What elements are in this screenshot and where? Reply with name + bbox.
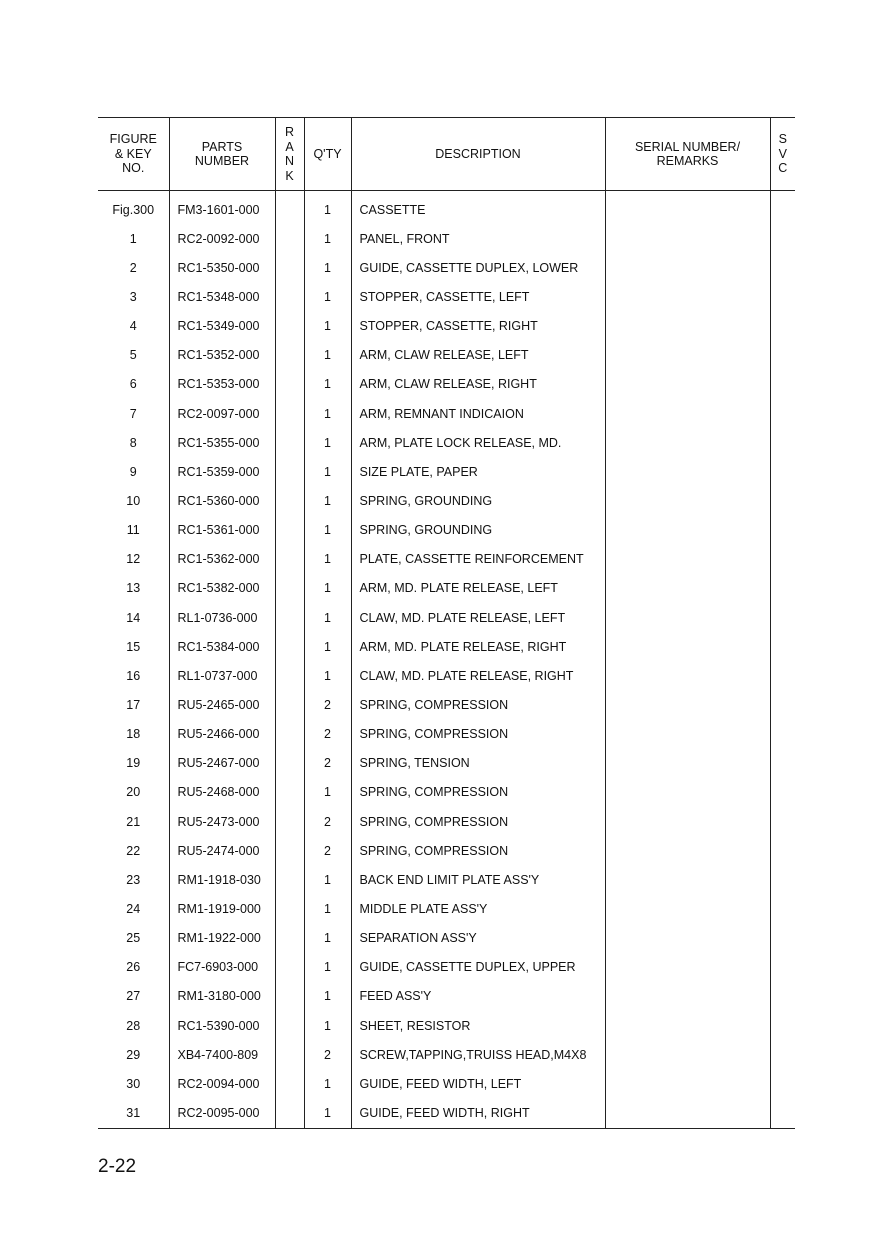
description-cell: SHEET, RESISTOR bbox=[351, 1011, 605, 1040]
figure-key-cell: 18 bbox=[126, 727, 141, 742]
svc-cell bbox=[770, 457, 795, 486]
remarks-cell bbox=[605, 1040, 770, 1069]
svc-cell bbox=[770, 1069, 795, 1098]
quantity-cell: 1 bbox=[304, 924, 351, 953]
table-row bbox=[98, 953, 795, 982]
remarks-cell bbox=[605, 399, 770, 428]
svc-cell bbox=[770, 195, 795, 224]
remarks-cell bbox=[605, 1069, 770, 1098]
description-cell: GUIDE, CASSETTE DUPLEX, LOWER bbox=[351, 253, 605, 282]
rank-cell bbox=[275, 924, 304, 953]
figure-key-cell: 2 bbox=[129, 260, 137, 275]
rank-cell bbox=[275, 1069, 304, 1098]
quantity-cell: 1 bbox=[304, 661, 351, 690]
svc-cell bbox=[770, 720, 795, 749]
rank-cell bbox=[275, 661, 304, 690]
table-row bbox=[98, 836, 795, 865]
quantity-cell: 1 bbox=[304, 399, 351, 428]
rank-cell bbox=[275, 632, 304, 661]
header-figure-key bbox=[98, 118, 169, 191]
table-row bbox=[98, 1098, 795, 1128]
remarks-cell bbox=[605, 312, 770, 341]
description-cell: GUIDE, CASSETTE DUPLEX, UPPER bbox=[351, 953, 605, 982]
figure-key-cell: 14 bbox=[126, 610, 141, 625]
figure-key-cell: 31 bbox=[98, 1098, 169, 1128]
rank-cell bbox=[275, 836, 304, 865]
remarks-cell bbox=[605, 603, 770, 632]
description-cell: CLAW, MD. PLATE RELEASE, LEFT bbox=[351, 603, 605, 632]
part-number-cell: RL1-0736-000 bbox=[169, 603, 275, 632]
rank-cell bbox=[275, 690, 304, 719]
part-number-cell: RC1-5360-000 bbox=[169, 486, 275, 515]
table-row bbox=[98, 924, 795, 953]
svc-cell bbox=[770, 865, 795, 894]
part-number-cell: RC2-0094-000 bbox=[169, 1069, 275, 1098]
rank-cell bbox=[275, 282, 304, 311]
description-cell: SPRING, GROUNDING bbox=[351, 486, 605, 515]
rank-cell bbox=[275, 195, 304, 224]
description-cell: ARM, MD. PLATE RELEASE, LEFT bbox=[351, 574, 605, 603]
part-number-cell: RC2-0095-000 bbox=[169, 1098, 275, 1128]
description-cell: ARM, MD. PLATE RELEASE, RIGHT bbox=[351, 632, 605, 661]
remarks-cell bbox=[605, 457, 770, 486]
description-cell: PANEL, FRONT bbox=[351, 224, 605, 253]
description-cell: GUIDE, FEED WIDTH, RIGHT bbox=[351, 1098, 605, 1128]
header-svc-letter: V bbox=[778, 146, 787, 161]
rank-cell bbox=[275, 312, 304, 341]
part-number-cell: RU5-2465-000 bbox=[169, 690, 275, 719]
remarks-cell bbox=[605, 224, 770, 253]
parts-list-body bbox=[98, 191, 795, 1129]
svc-cell bbox=[770, 224, 795, 253]
svc-cell bbox=[770, 1098, 795, 1128]
remarks-cell bbox=[605, 574, 770, 603]
part-number-cell: RM1-1922-000 bbox=[169, 924, 275, 953]
table-row bbox=[98, 428, 795, 457]
figure-key-cell: 11 bbox=[126, 523, 140, 538]
remarks-cell bbox=[605, 661, 770, 690]
table-row bbox=[98, 1040, 795, 1069]
figure-key-cell: 19 bbox=[126, 756, 141, 771]
svc-cell bbox=[770, 312, 795, 341]
description-cell: FEED ASS'Y bbox=[351, 982, 605, 1011]
remarks-cell bbox=[605, 807, 770, 836]
remarks-cell bbox=[605, 982, 770, 1011]
header-figure-key-line: & KEY bbox=[114, 146, 152, 161]
page-number: 2-22 bbox=[98, 1156, 137, 1177]
figure-key-cell: 12 bbox=[126, 552, 141, 567]
description-cell: GUIDE, FEED WIDTH, LEFT bbox=[351, 1069, 605, 1098]
quantity-cell: 2 bbox=[304, 836, 351, 865]
quantity-cell: 1 bbox=[304, 341, 351, 370]
part-number-cell: RC1-5353-000 bbox=[169, 370, 275, 399]
rank-cell bbox=[275, 486, 304, 515]
remarks-cell bbox=[605, 545, 770, 574]
part-number-cell: RM1-3180-000 bbox=[169, 982, 275, 1011]
table-row bbox=[98, 982, 795, 1011]
rank-cell bbox=[275, 457, 304, 486]
quantity-cell: 2 bbox=[304, 690, 351, 719]
quantity-cell: 1 bbox=[304, 632, 351, 661]
description-cell: STOPPER, CASSETTE, RIGHT bbox=[351, 312, 605, 341]
rank-cell bbox=[275, 224, 304, 253]
quantity-cell: 1 bbox=[304, 428, 351, 457]
rank-cell bbox=[275, 982, 304, 1011]
table-row bbox=[98, 603, 795, 632]
part-number-cell: RL1-0737-000 bbox=[169, 661, 275, 690]
description-cell: BACK END LIMIT PLATE ASS'Y bbox=[351, 865, 605, 894]
description-cell: ARM, PLATE LOCK RELEASE, MD. bbox=[351, 428, 605, 457]
part-number-cell: RC1-5361-000 bbox=[169, 516, 275, 545]
part-number-cell: RC1-5390-000 bbox=[169, 1011, 275, 1040]
table-row bbox=[98, 1011, 795, 1040]
description-cell: SPRING, COMPRESSION bbox=[351, 778, 605, 807]
figure-key-cell: 10 bbox=[126, 493, 141, 508]
remarks-cell bbox=[605, 1098, 770, 1128]
header-rank bbox=[275, 118, 304, 191]
svc-cell bbox=[770, 545, 795, 574]
header-description: DESCRIPTION bbox=[351, 118, 605, 191]
part-number-cell: RC1-5348-000 bbox=[169, 282, 275, 311]
remarks-cell bbox=[605, 632, 770, 661]
table-row bbox=[98, 865, 795, 894]
description-cell: SPRING, COMPRESSION bbox=[351, 720, 605, 749]
figure-key-cell: 8 bbox=[129, 435, 137, 450]
figure-key-cell: 22 bbox=[126, 843, 141, 858]
part-number-cell: RC1-5350-000 bbox=[169, 253, 275, 282]
quantity-cell: 1 bbox=[304, 282, 351, 311]
table-row bbox=[98, 516, 795, 545]
table-row bbox=[98, 282, 795, 311]
quantity-cell: 1 bbox=[304, 516, 351, 545]
header-figure-key-line: FIGURE bbox=[109, 132, 157, 147]
figure-key-cell: 23 bbox=[126, 872, 141, 887]
table-row bbox=[98, 720, 795, 749]
quantity-cell: 1 bbox=[304, 545, 351, 574]
quantity-cell: 1 bbox=[304, 195, 351, 224]
description-cell: SPRING, GROUNDING bbox=[351, 516, 605, 545]
quantity-cell: 1 bbox=[304, 457, 351, 486]
svc-cell bbox=[770, 1040, 795, 1069]
svc-cell bbox=[770, 894, 795, 923]
part-number-cell: RC1-5352-000 bbox=[169, 341, 275, 370]
table-row bbox=[98, 749, 795, 778]
figure-key-cell: 29 bbox=[126, 1047, 141, 1062]
table-row bbox=[98, 486, 795, 515]
quantity-cell: 2 bbox=[304, 720, 351, 749]
rank-cell bbox=[275, 603, 304, 632]
part-number-cell: RC1-5362-000 bbox=[169, 545, 275, 574]
figure-key-cell: 26 bbox=[126, 960, 141, 975]
quantity-cell: 1 bbox=[304, 253, 351, 282]
rank-cell bbox=[275, 749, 304, 778]
table-row bbox=[98, 632, 795, 661]
part-number-cell: RM1-1919-000 bbox=[169, 894, 275, 923]
remarks-cell bbox=[605, 428, 770, 457]
svc-cell bbox=[770, 953, 795, 982]
figure-key-cell: 30 bbox=[126, 1076, 141, 1091]
figure-key-cell: 16 bbox=[126, 668, 141, 683]
quantity-cell: 1 bbox=[304, 486, 351, 515]
svc-cell bbox=[770, 924, 795, 953]
quantity-cell: 1 bbox=[304, 574, 351, 603]
description-cell: ARM, CLAW RELEASE, LEFT bbox=[351, 341, 605, 370]
quantity-cell: 1 bbox=[304, 778, 351, 807]
figure-key-cell: 4 bbox=[129, 319, 137, 334]
header-rank-letter: R bbox=[284, 125, 295, 139]
remarks-cell bbox=[605, 720, 770, 749]
table-row bbox=[98, 807, 795, 836]
quantity-cell: 1 bbox=[304, 982, 351, 1011]
svc-cell bbox=[770, 661, 795, 690]
table-row bbox=[98, 224, 795, 253]
rank-cell bbox=[275, 1011, 304, 1040]
parts-list-table bbox=[98, 117, 795, 1129]
svc-cell bbox=[770, 1011, 795, 1040]
header-svc-letter: C bbox=[778, 161, 788, 176]
rank-cell bbox=[275, 894, 304, 923]
part-number-cell: RC1-5349-000 bbox=[169, 312, 275, 341]
remarks-cell bbox=[605, 690, 770, 719]
part-number-cell: FC7-6903-000 bbox=[169, 953, 275, 982]
svc-cell bbox=[770, 749, 795, 778]
table-row bbox=[98, 399, 795, 428]
table-row bbox=[98, 312, 795, 341]
rank-cell bbox=[275, 370, 304, 399]
figure-key-cell: 15 bbox=[126, 639, 141, 654]
header-rank-letter: A bbox=[285, 139, 294, 154]
part-number-cell: RU5-2474-000 bbox=[169, 836, 275, 865]
rank-cell bbox=[275, 428, 304, 457]
part-number-cell: RC1-5384-000 bbox=[169, 632, 275, 661]
rank-cell bbox=[275, 1040, 304, 1069]
figure-key-cell: 13 bbox=[126, 581, 141, 596]
quantity-cell: 1 bbox=[304, 953, 351, 982]
part-number-cell: XB4-7400-809 bbox=[169, 1040, 275, 1069]
remarks-cell bbox=[605, 370, 770, 399]
svc-cell bbox=[770, 574, 795, 603]
quantity-cell: 1 bbox=[304, 865, 351, 894]
description-cell: SPRING, COMPRESSION bbox=[351, 807, 605, 836]
table-row bbox=[98, 195, 795, 224]
quantity-cell: 1 bbox=[304, 1069, 351, 1098]
svc-cell bbox=[770, 370, 795, 399]
quantity-cell: 1 bbox=[304, 1011, 351, 1040]
table-row bbox=[98, 341, 795, 370]
remarks-cell bbox=[605, 924, 770, 953]
svc-cell bbox=[770, 836, 795, 865]
figure-key-cell: Fig.300 bbox=[112, 202, 155, 217]
figure-key-cell: 27 bbox=[126, 989, 141, 1004]
quantity-cell: 2 bbox=[304, 749, 351, 778]
quantity-cell: 2 bbox=[304, 1040, 351, 1069]
description-cell: CLAW, MD. PLATE RELEASE, RIGHT bbox=[351, 661, 605, 690]
header-row bbox=[98, 118, 795, 191]
part-number-cell: RC2-0097-000 bbox=[169, 399, 275, 428]
svc-cell bbox=[770, 632, 795, 661]
description-cell: PLATE, CASSETTE REINFORCEMENT bbox=[351, 545, 605, 574]
description-cell: CASSETTE bbox=[351, 195, 605, 224]
rank-cell bbox=[275, 399, 304, 428]
rank-cell bbox=[275, 953, 304, 982]
svc-cell bbox=[770, 399, 795, 428]
table-row bbox=[98, 253, 795, 282]
remarks-cell bbox=[605, 836, 770, 865]
table-row bbox=[98, 545, 795, 574]
svc-cell bbox=[770, 603, 795, 632]
header-svc-letter: S bbox=[778, 132, 787, 147]
quantity-cell: 1 bbox=[304, 224, 351, 253]
remarks-cell bbox=[605, 1011, 770, 1040]
table-row bbox=[98, 457, 795, 486]
rank-cell bbox=[275, 720, 304, 749]
description-cell: ARM, CLAW RELEASE, RIGHT bbox=[351, 370, 605, 399]
description-cell: SPRING, COMPRESSION bbox=[351, 836, 605, 865]
quantity-cell: 1 bbox=[304, 894, 351, 923]
part-number-cell: RU5-2468-000 bbox=[169, 778, 275, 807]
figure-key-cell: 3 bbox=[129, 289, 137, 304]
description-cell: SPRING, TENSION bbox=[351, 749, 605, 778]
svc-cell bbox=[770, 428, 795, 457]
figure-key-cell: 9 bbox=[129, 464, 137, 479]
header-serial-remarks-line: SERIAL NUMBER/ bbox=[634, 139, 741, 154]
remarks-cell bbox=[605, 253, 770, 282]
description-cell: SEPARATION ASS'Y bbox=[351, 924, 605, 953]
header-parts-number-line: NUMBER bbox=[194, 154, 250, 168]
description-cell: SIZE PLATE, PAPER bbox=[351, 457, 605, 486]
table-row bbox=[98, 690, 795, 719]
quantity-cell: 2 bbox=[304, 807, 351, 836]
remarks-cell bbox=[605, 282, 770, 311]
figure-key-cell: 28 bbox=[126, 1018, 141, 1033]
part-number-cell: RC1-5355-000 bbox=[169, 428, 275, 457]
description-cell: MIDDLE PLATE ASS'Y bbox=[351, 894, 605, 923]
svc-cell bbox=[770, 282, 795, 311]
part-number-cell: RC2-0092-000 bbox=[169, 224, 275, 253]
rank-cell bbox=[275, 516, 304, 545]
figure-key-cell: 1 bbox=[129, 231, 137, 246]
part-number-cell: RC1-5382-000 bbox=[169, 574, 275, 603]
description-cell: SPRING, COMPRESSION bbox=[351, 690, 605, 719]
remarks-cell bbox=[605, 953, 770, 982]
quantity-cell: 1 bbox=[304, 370, 351, 399]
svc-cell bbox=[770, 778, 795, 807]
part-number-cell: RU5-2467-000 bbox=[169, 749, 275, 778]
remarks-cell bbox=[605, 778, 770, 807]
header-parts-number bbox=[169, 118, 275, 191]
table-row bbox=[98, 894, 795, 923]
figure-key-cell: 20 bbox=[126, 785, 141, 800]
remarks-cell bbox=[605, 516, 770, 545]
svc-cell bbox=[770, 253, 795, 282]
figure-key-cell: 24 bbox=[126, 901, 141, 916]
rank-cell bbox=[275, 545, 304, 574]
table-row bbox=[98, 1069, 795, 1098]
header-serial-remarks-line: REMARKS bbox=[656, 154, 719, 168]
rank-cell bbox=[275, 865, 304, 894]
svc-cell bbox=[770, 341, 795, 370]
part-number-cell: RC1-5359-000 bbox=[169, 457, 275, 486]
svc-cell bbox=[770, 486, 795, 515]
table-row bbox=[98, 370, 795, 399]
figure-key-cell: 25 bbox=[126, 931, 141, 946]
part-number-cell: RU5-2466-000 bbox=[169, 720, 275, 749]
description-cell: SCREW,TAPPING,TRUISS HEAD,M4X8 bbox=[351, 1040, 605, 1069]
remarks-cell bbox=[605, 749, 770, 778]
header-figure-key-line: NO. bbox=[122, 161, 145, 176]
part-number-cell: RU5-2473-000 bbox=[169, 807, 275, 836]
svc-cell bbox=[770, 516, 795, 545]
header-parts-number-line: PARTS bbox=[201, 139, 243, 154]
figure-key-cell: 7 bbox=[129, 406, 137, 421]
description-cell: ARM, REMNANT INDICAION bbox=[351, 399, 605, 428]
quantity-cell: 1 bbox=[304, 312, 351, 341]
quantity-cell: 1 bbox=[304, 603, 351, 632]
figure-key-cell: 5 bbox=[129, 348, 137, 363]
header-rank-letter: K bbox=[285, 168, 294, 183]
part-number-cell: FM3-1601-000 bbox=[169, 195, 275, 224]
rank-cell bbox=[275, 341, 304, 370]
remarks-cell bbox=[605, 865, 770, 894]
header-qty: Q'TY bbox=[304, 118, 351, 191]
svc-cell bbox=[770, 690, 795, 719]
rank-cell bbox=[275, 574, 304, 603]
table-row bbox=[98, 574, 795, 603]
svc-cell bbox=[770, 982, 795, 1011]
table-row bbox=[98, 661, 795, 690]
figure-key-cell: 21 bbox=[126, 814, 141, 829]
remarks-cell bbox=[605, 894, 770, 923]
remarks-cell bbox=[605, 486, 770, 515]
table-row bbox=[98, 778, 795, 807]
figure-key-cell: 6 bbox=[129, 377, 137, 392]
header-serial-remarks bbox=[605, 118, 770, 191]
rank-cell bbox=[275, 253, 304, 282]
remarks-cell bbox=[605, 341, 770, 370]
part-number-cell: RM1-1918-030 bbox=[169, 865, 275, 894]
quantity-cell: 1 bbox=[304, 1098, 351, 1128]
rank-cell bbox=[275, 778, 304, 807]
figure-key-cell: 17 bbox=[126, 697, 141, 712]
remarks-cell bbox=[605, 195, 770, 224]
svc-cell bbox=[770, 807, 795, 836]
header-svc bbox=[770, 118, 795, 191]
rank-cell bbox=[275, 807, 304, 836]
rank-cell bbox=[275, 1098, 304, 1128]
description-cell: STOPPER, CASSETTE, LEFT bbox=[351, 282, 605, 311]
header-rank-letter: N bbox=[284, 154, 295, 168]
